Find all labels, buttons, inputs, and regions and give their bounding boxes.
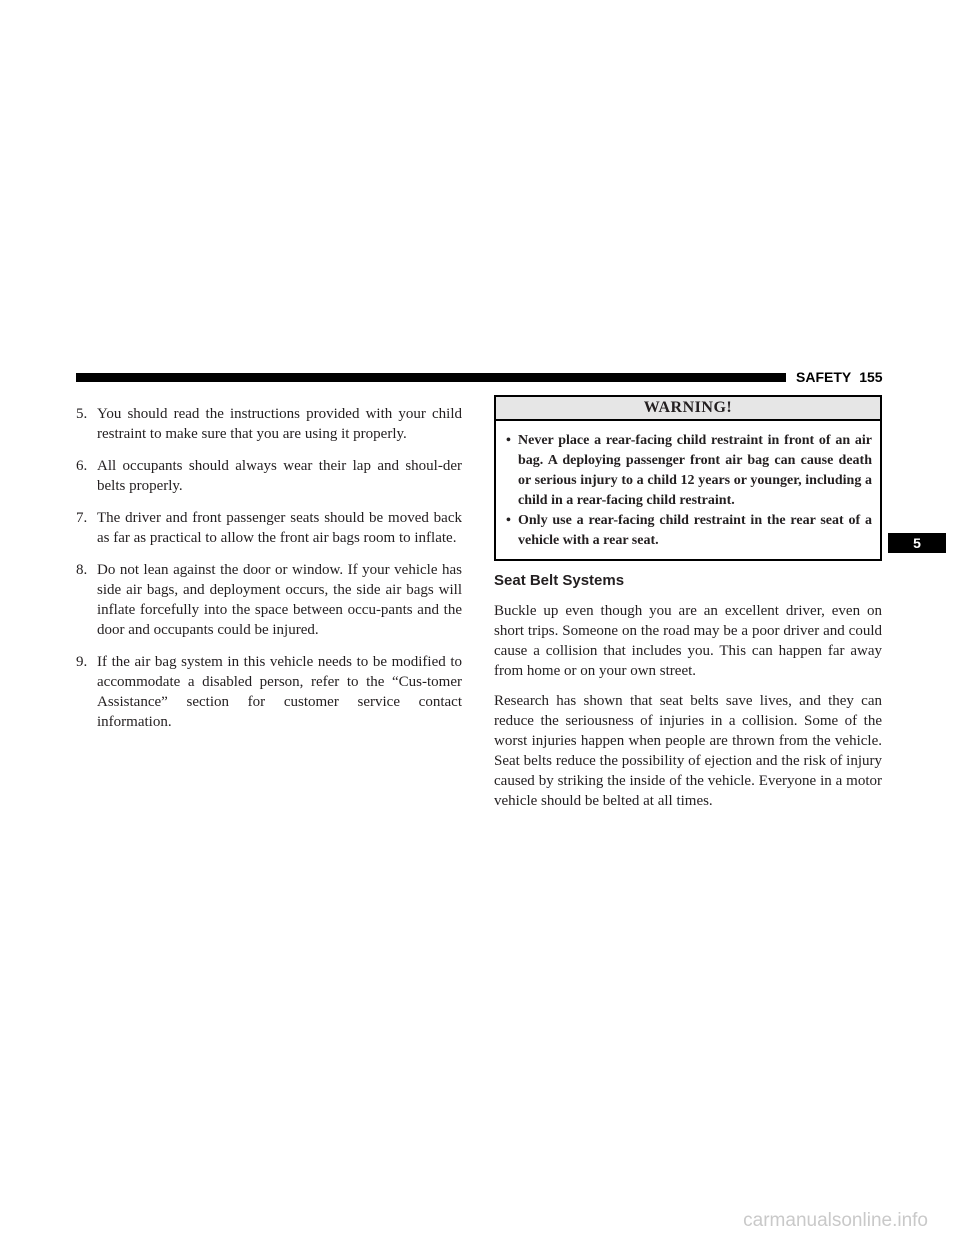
list-item (76, 456, 462, 496)
list-item-text: Do not lean against the door or window. If your vehicle has side air bags, and deployment occurs, the side air bags will inflate forcefully into the space between occu-pants and the door and occupants could be injured. (97, 562, 462, 638)
instruction-list (76, 404, 462, 732)
list-item-text: If the air bag system in this vehicle needs to be modified to accommodate a disabled person, refer to the “Cus-tomer Assistance” section for customer service contact information. (97, 654, 462, 730)
list-item-number: 7. (76, 510, 88, 526)
list-item (76, 404, 462, 444)
warning-box (494, 395, 882, 561)
bullet-icon: • (506, 433, 511, 448)
right-column (494, 395, 882, 821)
list-item-number: 6. (76, 458, 88, 474)
list-item-number: 5. (76, 406, 88, 422)
warning-item-text: Never place a rear-facing child restraint in front of an air bag. A deploying passenger front air bag can cause death or serious injury to a child 12 years or younger, including a child in a rear-facing child restraint. (518, 433, 872, 508)
page-number: 155 (859, 369, 883, 385)
warning-title: WARNING! (496, 397, 880, 421)
list-item-text: The driver and front passenger seats should be moved back as far as practical to allow the front air bags room to inflate. (97, 510, 462, 546)
list-item-text: You should read the instructions provided with your child restraint to make sure that you are using it properly. (97, 406, 462, 442)
warning-item-text: Only use a rear-facing child restraint in the rear seat of a vehicle with a rear seat. (518, 513, 872, 548)
list-item (76, 652, 462, 732)
list-item (76, 560, 462, 640)
paragraph: Buckle up even though you are an excellent driver, even on short trips. Someone on the road may be a poor driver and could cause a collision that includes you. This can happen far away from home or on your own street. (494, 603, 882, 679)
list-item-number: 9. (76, 654, 88, 670)
list-item-text: All occupants should always wear their lap and shoul-der belts properly. (97, 458, 462, 494)
bullet-icon: • (506, 513, 511, 528)
warning-item (506, 511, 872, 551)
page-header (796, 368, 928, 386)
left-column (76, 404, 462, 744)
list-item-number: 8. (76, 562, 88, 578)
chapter-tab[interactable]: 5 (888, 533, 946, 553)
warning-body (496, 421, 880, 559)
header-rule (76, 373, 786, 382)
watermark-text: carmanualsonline.info (743, 1210, 928, 1231)
section-heading: Seat Belt Systems (494, 572, 625, 589)
section-title: SAFETY (796, 369, 852, 385)
list-item (76, 508, 462, 548)
paragraph: Research has shown that seat belts save lives, and they can reduce the seriousness of injuries in a collision. Some of the worst injuries happen when people are thrown from the vehicle. Seat belts reduce the possibility of ejection and the risk of injury caused by striking the inside of the vehicle. Everyone in a motor vehicle should be belted at all times. (494, 693, 882, 809)
warning-item (506, 431, 872, 511)
